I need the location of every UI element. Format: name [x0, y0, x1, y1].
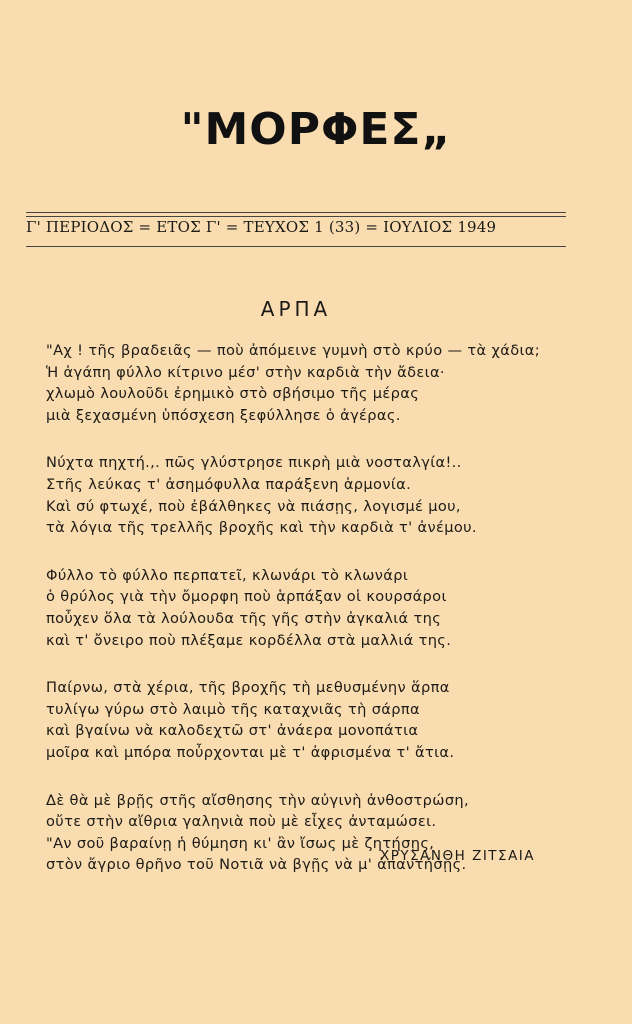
- poem-line: Ἡ ἀγάπη φύλλο κίτρινο μέσ' στὴν καρδιὰ τὴν ἄδεια·: [46, 363, 445, 381]
- bottom-rule: [26, 246, 566, 247]
- issue-line: Γ' ΠΕΡΙΟΔΟΣ = ΕΤΟΣ Γ' = ΤΕΥΧΟΣ 1 (33) = ΙΟΥΛΙΟΣ 1949: [26, 218, 497, 236]
- poem-line: ὁ θρύλος γιὰ τὴν ὄμορφη ποὺ ἁρπάξαν οἱ κουρσάροι: [46, 588, 447, 606]
- poem-line: τυλίγω γύρω στὸ λαιμὸ τῆς καταχνιᾶς τὴ σάρπα: [46, 700, 420, 718]
- top-rule-double: [26, 216, 566, 217]
- poem-line: Παίρνω, στὰ χέρια, τῆς βροχῆς τὴ μεθυσμένην ἅρπα: [46, 679, 450, 697]
- poem-line: ποὖχεν ὅλα τὰ λούλουδα τῆς γῆς στὴν ἀγκαλιά της: [46, 609, 442, 627]
- poem-line: καὶ τ' ὄνειρο ποὺ πλέξαμε κορδέλλα στὰ μαλλιά της.: [46, 631, 452, 649]
- poem-line: Νύχτα πηχτή.,. πῶς γλύστρησε πικρὴ μιὰ νοσταλγία!..: [46, 454, 462, 472]
- poem-line: Δὲ θὰ μὲ βρῇς στῆς αἴσθησης τὴν αὐγινὴ ἀνθοστρώση,: [46, 791, 470, 809]
- poem-line: χλωμὸ λουλοῦδι ἐρημικὸ στὸ σβήσιμο τῆς μέρας: [46, 385, 420, 403]
- poem-line: μοῖρα καὶ μπόρα ποὖρχονται μὲ τ' ἀφρισμένα τ' ἄτια.: [46, 743, 455, 761]
- poem-title: ΑΡΠΑ: [260, 297, 332, 321]
- stanza: [46, 677, 606, 763]
- poem-author: ΧΡΥΣΑΝΘΗ ΖΙΤΣΑΙΑ: [380, 848, 536, 864]
- stanza: [46, 565, 606, 651]
- poem-line: τὰ λόγια τῆς τρελλῆς βροχῆς καὶ τὴν καρδιὰ τ' ἀνέμου.: [46, 519, 477, 537]
- poem-line: καὶ βγαίνω νὰ καλοδεχτῶ στ' ἀνάερα μονοπάτια: [46, 722, 419, 740]
- magazine-title: "ΜΟΡΦΕΣ„: [180, 104, 452, 155]
- poem-line: "Αν σοῦ βαραίνῃ ἡ θύμηση κι' ἂν ἴσως μὲ ζητήσῃς,: [46, 834, 435, 852]
- poem-line: μιὰ ξεχασμένη ὑπόσχεση ξεφύλλησε ὁ ἀγέρας.: [46, 406, 401, 424]
- poem-body: [46, 340, 606, 902]
- stanza: [46, 340, 606, 426]
- poem-line: οὔτε στὴν αἴθρια γαληνιὰ ποὺ μὲ εἶχες ἀνταμώσει.: [46, 813, 437, 831]
- poem-line: "Αχ ! τῆς βραδειᾶς — ποὺ ἀπόμεινε γυμνὴ στὸ κρύο — τὰ χάδια;: [46, 342, 541, 359]
- poem-line: Φύλλο τὸ φύλλο περπατεῖ, κλωνάρι τὸ κλωνάρι: [46, 566, 409, 584]
- stanza: [46, 452, 606, 538]
- top-rule: [26, 212, 566, 213]
- poem-line: Στῆς λεύκας τ' ἀσημόφυλλα παράξενη ἁρμονία.: [46, 475, 412, 493]
- poem-line: Καὶ σύ φτωχέ, ποὺ ἐβάλθηκες νὰ πιάσῃς, λογισμέ μου,: [46, 497, 461, 515]
- poem-line: στὸν ἄγριο θρῆνο τοῦ Νοτιᾶ νὰ βγῇς νὰ μ' ἀπαντήσῃς.: [46, 856, 467, 874]
